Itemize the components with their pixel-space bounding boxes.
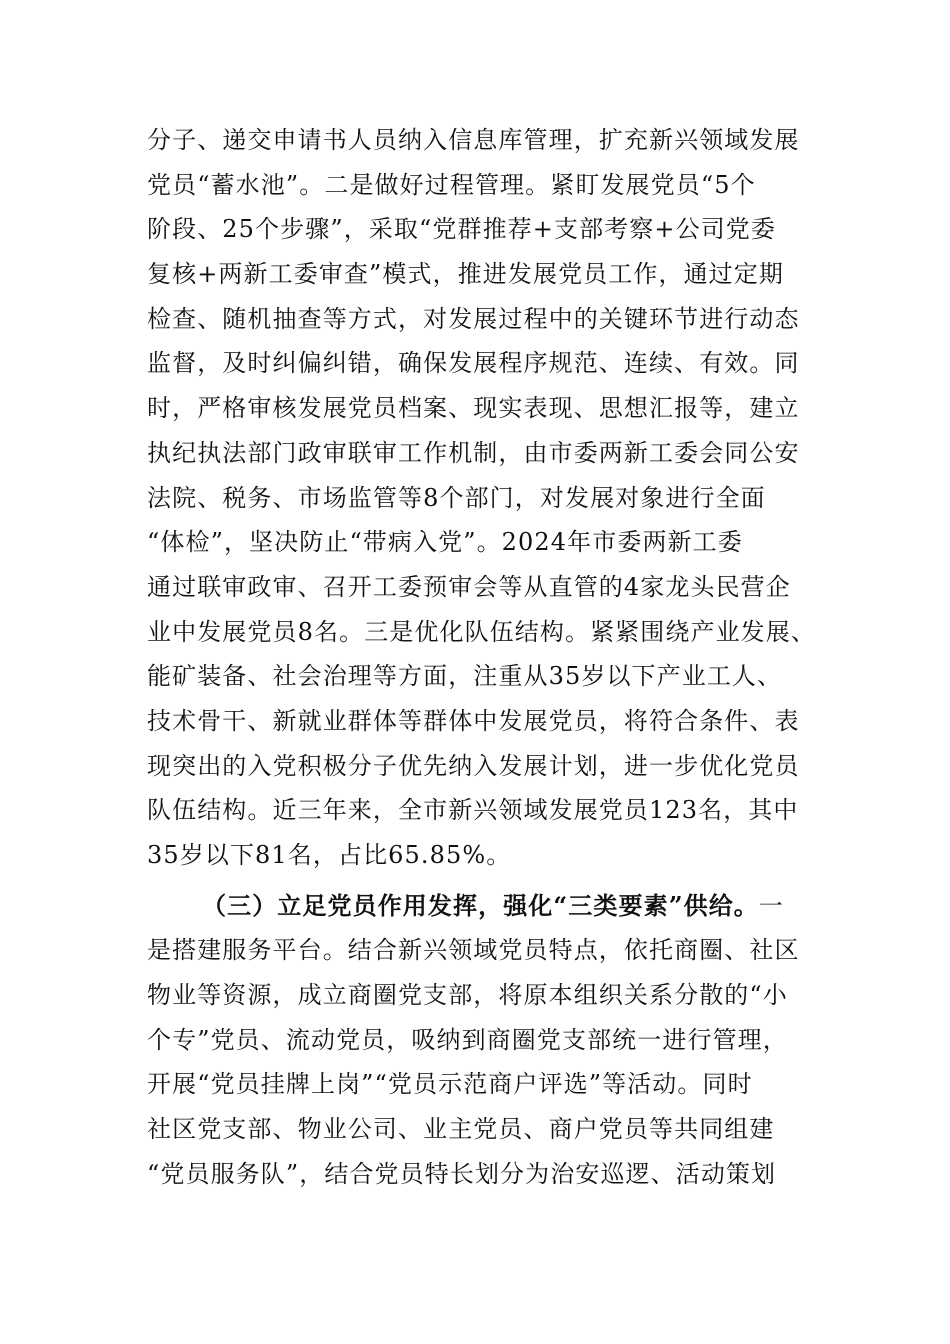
text-line: 技术骨干、新就业群体等群体中发展党员，将符合条件、表: [147, 706, 800, 735]
document-body: [147, 118, 827, 1197]
section-heading-line: [147, 884, 827, 929]
text-line: 现突出的入党积极分子优先纳入发展计划，进一步优化党员: [147, 751, 800, 780]
text-line: 业中发展党员8名。三是优化队伍结构。紧紧围绕产业发展、: [147, 617, 816, 646]
text-line: 物业等资源，成立商圈党支部，将原本组织关系分散的“小: [147, 981, 788, 1010]
text-line: 时，严格审核发展党员档案、现实表现、思想汇报等，建立: [147, 394, 800, 423]
heading-line-continuation: 一: [758, 891, 785, 920]
text-line: 社区党支部、物业公司、业主党员、商户党员等共同组建: [147, 1115, 775, 1144]
text-line: 法院、税务、市场监管等8个部门，对发展对象进行全面: [147, 483, 766, 512]
text-line: 党员“蓄水池”。二是做好过程管理。紧盯发展党员“5个: [147, 170, 756, 199]
text-line: 个专”党员、流动党员，吸纳到商圈党支部统一进行管理，: [147, 1025, 788, 1054]
text-line: 能矿装备、社会治理等方面，注重从35岁以下产业工人、: [147, 662, 783, 691]
section-heading: （三）立足党员作用发挥，强化“三类要素”供给。: [202, 890, 759, 920]
text-line: 开展“党员挂牌上岗”“党员示范商户评选”等活动。同时: [147, 1070, 753, 1099]
text-line: 35岁以下81名，占比65.85%。: [147, 841, 512, 869]
text-line: 复核+两新工委审查”模式，推进发展党员工作，通过定期: [147, 260, 784, 289]
text-line: 队伍结构。近三年来，全市新兴领域发展党员123名，其中: [147, 796, 799, 825]
text-line: “党员服务队”，结合党员特长划分为治安巡逻、活动策划: [147, 1159, 777, 1188]
text-line: 分子、递交申请书人员纳入信息库管理，扩充新兴领域发展: [147, 126, 800, 154]
text-line: 检查、随机抽查等方式，对发展过程中的关键环节进行动态: [147, 304, 800, 333]
text-line: “体检”，坚决防止“带病入党”。2024年市委两新工委: [147, 528, 743, 557]
text-line: 是搭建服务平台。结合新兴领域党员特点，依托商圈、社区: [147, 936, 800, 965]
text-line: 监督，及时纠偏纠错，确保发展程序规范、连续、有效。同: [147, 349, 800, 378]
text-line: 通过联审政审、召开工委预审会等从直管的4家龙头民营企: [147, 572, 791, 601]
text-line: 执纪执法部门政审联审工作机制，由市委两新工委会同公安: [147, 438, 800, 467]
text-line: 阶段、25个步骤”，采取“党群推荐+支部考察+公司党委: [147, 215, 776, 244]
